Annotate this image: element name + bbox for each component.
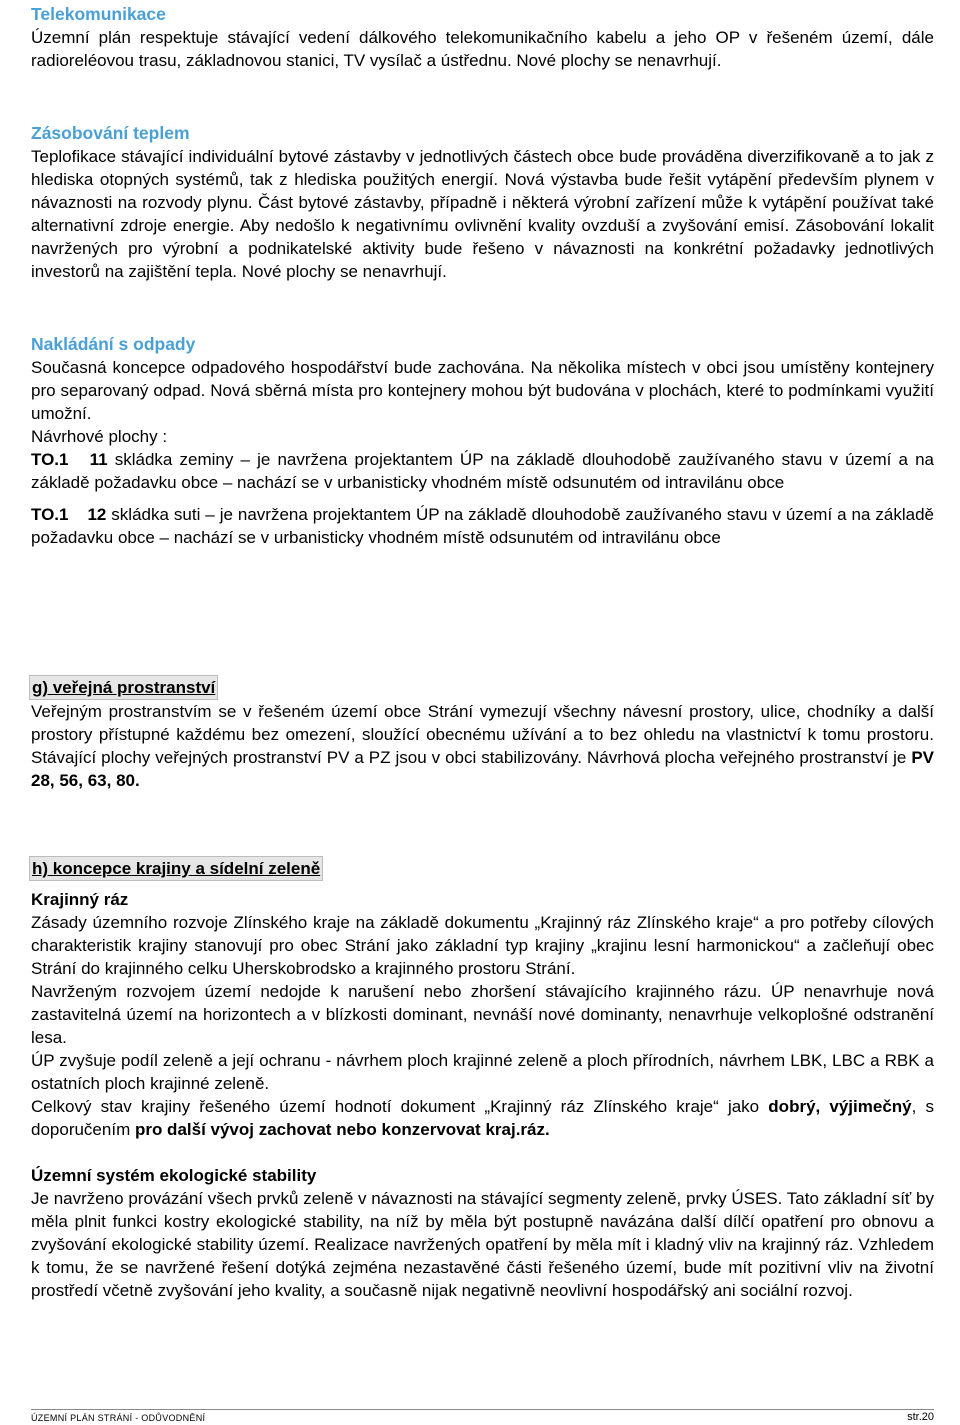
item-number: 12 [87, 505, 107, 524]
paragraph-krajina-3: ÚP zvyšuje podíl zeleně a její ochranu - návrhem ploch krajinné zeleně a ploch přírodních, návrhem LBK, LBC a RBK a ostatních ploch krajinné zeleně. [31, 1051, 934, 1093]
footer-divider [31, 1409, 934, 1410]
paragraph-verejna-prostranstvi [31, 700, 934, 792]
paragraph-zasobovani-teplem: Teplofikace stávající individuální bytové zástavby v jednotlivých částech obce bude prováděna diverzifikovaně a to jak z hlediska otopných systémů, tak z hlediska použitých energií. Nová výstavba bude řešit vytápění především plynem v návaznosti na rozvody plynu. Část bytové zástavby, případně i některá výrobní zařízení může k vytápění používat také alternativní zdroje energie. Aby nedošlo k negativnímu ovlivnění kvality ovzduší a zvyšování emisí. Zásobování lokalit navržených pro výrobní a podnikatelské aktivity bude řešeno v návaznosti na konkrétní požadavky jednotlivých investorů na zajištění tepla. Nové plochy se nenavrhují. [31, 147, 934, 281]
paragraph-krajina-2: Navrženým rozvojem území nedojde k narušení nebo zhoršení stávajícího krajinného rázu. ÚP nenavrhuje nová zastavitelná území na horizontech a v blízkosti dominant, nevnáší nové dominanty, nenavrhuje velkoplošné odstranění lesa. [31, 982, 934, 1047]
paragraph-krajina-4 [31, 1095, 934, 1141]
item-code: TO.1 [31, 505, 69, 524]
footer-page-number: str.20 [907, 1411, 934, 1423]
paragraph-bold: PV 28, 56, 63, 80. [31, 748, 934, 790]
section-telekomunikace [31, 3, 934, 72]
heading-telekomunikace: Telekomunikace [31, 4, 166, 24]
paragraph-telekomunikace: Územní plán respektuje stávající vedení dálkového telekomunikačního kabelu a jeho OP v řešeném území, dále radioreléovou trasu, základnovou stanici, TV vysílač a ústřednu. Nové plochy se nenavrhují. [31, 28, 934, 70]
item-text: skládka suti – je navržena projektantem ÚP na základě dlouhodobě zaužívaného stavu v území a na základě požadavku obce – nachází se v urbanisticky vhodném místě odsunutém od intravilánu obce [31, 505, 934, 547]
section-odpady [31, 333, 934, 549]
heading-zasobovani-teplem: Zásobování teplem [31, 123, 190, 143]
navrhove-plochy-label: Návrhové plochy : [31, 427, 168, 446]
item-number: 11 [89, 450, 108, 469]
paragraph-krajina-1: Zásady územního rozvoje Zlínského kraje na základě dokumentu „Krajinný ráz Zlínského kraje“ a pro potřeby cílových charakteristik krajiny stanovují pro obec Strání jako základní typ krajiny „krajinu lesní harmonickou“ a začleňují obec Strání do krajinného celku Uherskobrodsko a krajinného prostoru Strání. [31, 913, 934, 978]
subheading-uses: Územní systém ekologické stability [31, 1166, 317, 1185]
section-koncepce-krajiny [31, 856, 934, 1302]
subheading-krajinny-raz: Krajinný ráz [31, 890, 129, 909]
item-text: skládka zeminy – je navržena projektantem ÚP na základě dlouhodobě zaužívaného stavu v území a na základě požadavku obce – nachází se v urbanisticky vhodném místě odsunutém od intravilánu obce [31, 450, 934, 492]
heading-koncepce-krajiny: h) koncepce krajiny a sídelní zeleně [29, 856, 323, 881]
section-zasobovani-teplem [31, 122, 934, 283]
heading-verejna-prostranstvi: g) veřejná prostranství [29, 675, 218, 700]
item-to1-12 [31, 503, 934, 549]
heading-odpady: Nakládání s odpady [31, 334, 196, 354]
bold-text: dobrý, výjimečný [768, 1097, 912, 1116]
section-verejna-prostranstvi [31, 675, 934, 792]
bold-text: pro další vývoj zachovat nebo konzervovat kraj.ráz. [134, 1120, 550, 1139]
footer-document-title: ÚZEMNÍ PLÁN STRÁNÍ - ODŮVODNĚNÍ [31, 1413, 206, 1423]
item-to1-11 [31, 448, 934, 494]
paragraph-uses: Je navrženo provázání všech prvků zeleně v návaznosti na stávající segmenty zeleně, prvky ÚSES. Tato základní síť by měla plnit funkci kostry ekologické stability, na níž by měla být postupně navázána další dílčí opatření pro obnovu a zvyšování ekologické stability území. Realizace navržených opatření by měla mít i kladný vliv na krajinný ráz. Vzhledem k tomu, že se navržené řešení dotýká zejména nezastavěné části řešeného území, bude mít pozitivní vliv na životní prostředí včetně zvyšování jeho kvality, a současně nijak negativně neovlivní hospodářský ani sociální rozvoj. [31, 1189, 934, 1300]
paragraph-text: Veřejným prostranstvím se v řešeném území obce Strání vymezují všechny návesní prostory, ulice, chodníky a další prostory přístupné každému bez omezení, sloužící obecnému užívání a to bez ohledu na vlastnictví k tomu prostoru. Stávající plochy veřejných prostranství PV a PZ jsou v obci stabilizovány. Návrhová plocha veřejného prostranství je [31, 702, 934, 767]
text: , s doporučením [31, 1097, 935, 1139]
paragraph-odpady: Současná koncepce odpadového hospodářství bude zachována. Na několika místech v obci jsou umístěny kontejnery pro separovaný odpad. Nová sběrná místa pro kontejnery mohou být budována v plochách, které to podmínkami využití umožní. [31, 358, 934, 423]
item-code: TO.1 [31, 450, 69, 469]
text: Celkový stav krajiny řešeného území hodnotí dokument „Krajinný ráz Zlínského kraje“ jako [31, 1097, 769, 1116]
